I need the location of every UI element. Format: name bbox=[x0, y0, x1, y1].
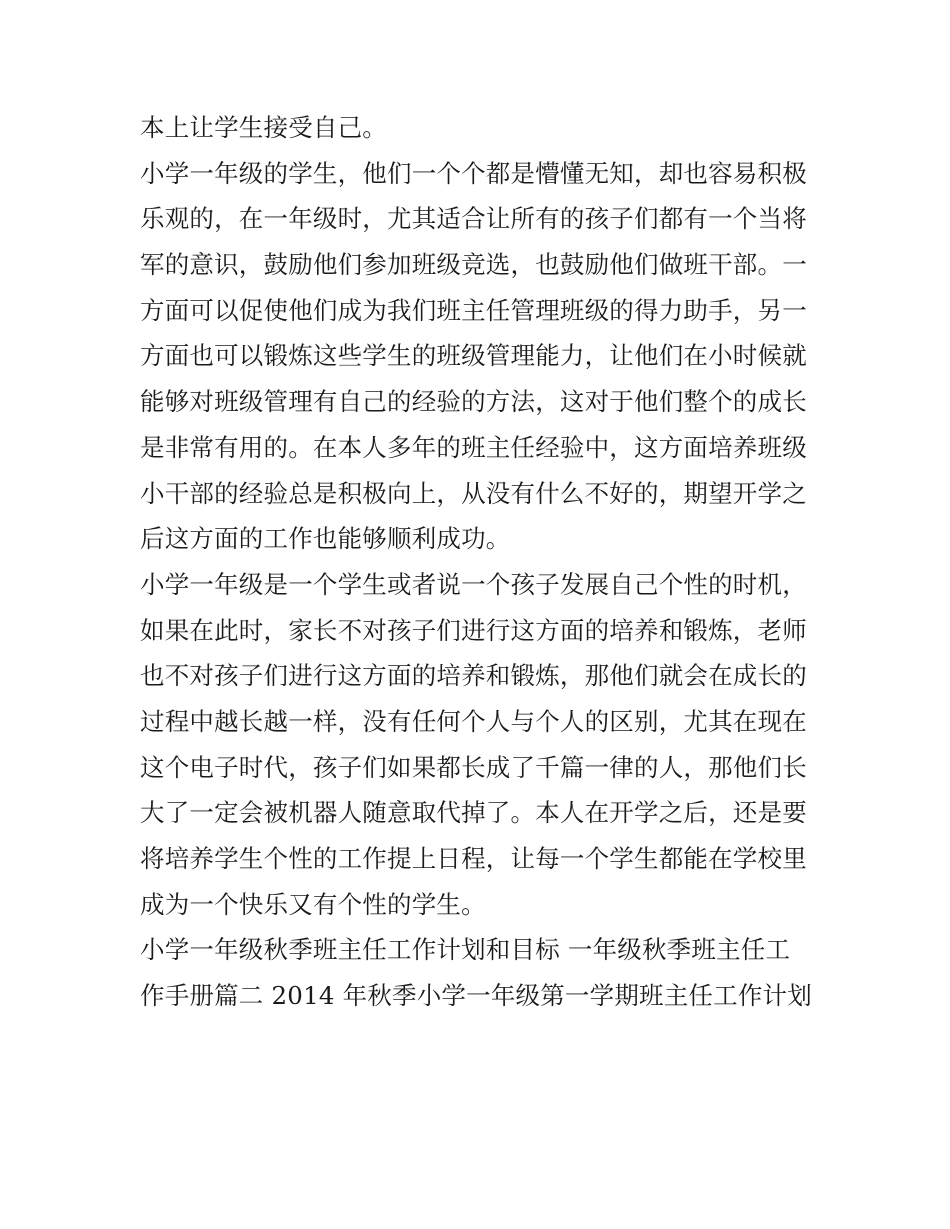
document-body bbox=[140, 105, 820, 1019]
text-line: 小干部的经验总是积极向上，从没有什么不好的，期望开学之 bbox=[140, 478, 807, 508]
text-line: 小学一年级的学生，他们一个个都是懵懂无知，却也容易积极 bbox=[140, 158, 807, 188]
text-line: 将培养学生个性的工作提上日程，让每一个学生都能在学校里 bbox=[140, 844, 807, 873]
text-line: 方面可以促使他们成为我们班主任管理班级的得力助手，另一 bbox=[140, 295, 807, 325]
text-line: 后这方面的工作也能够顺利成功。 bbox=[140, 524, 511, 554]
text-line: 如果在此时，家长不对孩子们进行这方面的培养和锻炼，老师 bbox=[140, 615, 807, 645]
text-line: 过程中越长越一样，没有任何个人与个人的区别，尤其在现在 bbox=[140, 706, 807, 736]
text-line: 小学一年级是一个学生或者说一个孩子发展自己个性的时机， bbox=[140, 569, 807, 599]
text-line: 方面也可以锻炼这些学生的班级管理能力，让他们在小时候就 bbox=[140, 341, 807, 371]
text-line: 军的意识，鼓励他们参加班级竞选，也鼓励他们做班干部。一 bbox=[140, 250, 807, 280]
text-line: 成为一个快乐又有个性的学生。 bbox=[140, 889, 486, 919]
text-line: 大了一定会被机器人随意取代掉了。本人在开学之后，还是要 bbox=[140, 798, 807, 828]
text-line: 能够对班级管理有自己的经验的方法，这对于他们整个的成长 bbox=[140, 387, 807, 417]
text-line: 乐观的，在一年级时，尤其适合让所有的孩子们都有一个当将 bbox=[140, 204, 807, 234]
text-line: 本上让学生接受自己。 bbox=[140, 113, 387, 142]
text-line: 小学一年级秋季班主任工作计划和目标 一年级秋季班主任工 bbox=[140, 935, 791, 965]
text-line: 这个电子时代，孩子们如果都长成了千篇一律的人，那他们长 bbox=[140, 752, 807, 782]
text-line: 也不对孩子们进行这方面的培养和锻炼，那他们就会在成长的 bbox=[140, 661, 807, 691]
text-line: 作手册篇二 2014 年秋季小学一年级第一学期班主任工作计划 bbox=[140, 981, 812, 1011]
text-line: 是非常有用的。在本人多年的班主任经验中，这方面培养班级 bbox=[140, 432, 807, 462]
